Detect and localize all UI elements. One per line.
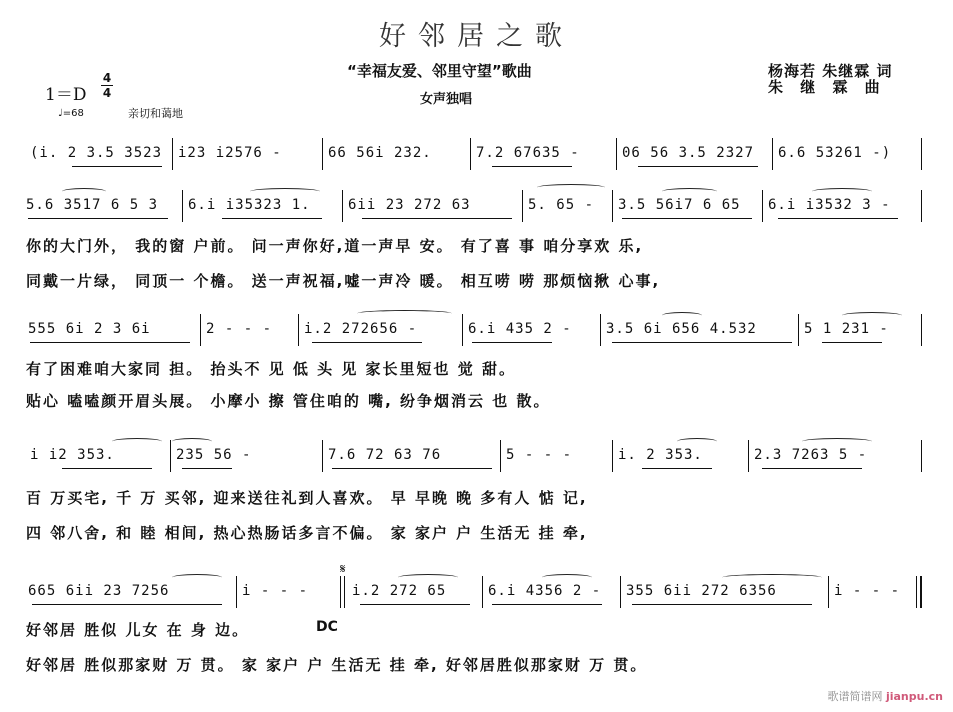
measure-1-1: (i. 2 3.5 3523: [30, 145, 163, 161]
measure-3-3: i.2 272656 -: [304, 321, 418, 337]
dc-mark: DC: [316, 619, 338, 635]
time-signature-bottom: 4: [102, 86, 112, 100]
measure-2-6: 6.i i3532 3 -: [768, 197, 891, 213]
segno-sign: 𝄋: [340, 562, 346, 577]
lyricist-credit: 杨海若 朱继霖 词: [768, 62, 893, 80]
measure-4-6: 2.3 7263 5 -: [754, 447, 868, 463]
watermark-site: jianpu.cn: [885, 690, 943, 703]
measure-4-3: 7.6 72 63 76: [328, 447, 442, 463]
composer-credit: 朱 继 霖 曲: [768, 78, 886, 96]
staff-line-4: [22, 438, 924, 474]
measure-1-3: 66 56i 232.: [328, 145, 432, 161]
expression-mark: 亲切和蔼地: [128, 107, 183, 120]
measure-3-2: 2 - - -: [206, 321, 273, 337]
time-signature-top: 4: [102, 71, 112, 85]
measure-5-4: 6.i 4356 2 -: [488, 583, 602, 599]
measure-4-2: 235 56 -: [176, 447, 252, 463]
watermark-prefix: 歌谱简谱网: [827, 690, 883, 703]
time-signature: [100, 71, 114, 100]
staff-line-2: [22, 188, 924, 224]
performance-type: 女声独唱: [420, 92, 473, 107]
measure-4-5: i. 2 353.: [618, 447, 703, 463]
key-signature: 1＝D: [45, 85, 87, 105]
measure-3-5: 3.5 6i 656 4.532: [606, 321, 757, 337]
lyrics-4b: 四 邻八舍, 和 睦 相间, 热心热肠话多言不偏。 家 家户 户 生活无 挂 牵,: [26, 524, 588, 542]
lyrics-2b: 同戴一片绿， 同顶一 个檐。 送一声祝福,嘘一声冷 暖。 相互唠 唠 那烦恼揪 心事,: [26, 272, 661, 290]
measure-1-6: 6.6 53261 -): [778, 145, 892, 161]
song-subtitle: “幸福友爱、邻里守望”歌曲: [347, 62, 532, 80]
measure-2-4: 5. 65 -: [528, 197, 595, 213]
measure-2-3: 6ii 23 272 63: [348, 197, 471, 213]
lyrics-5a: 好邻居 胜似 儿女 在 身 边。: [26, 621, 250, 639]
measure-4-4: 5 - - -: [506, 447, 573, 463]
measure-2-2: 6.i i35323 1.: [188, 197, 311, 213]
lyrics-2a: 你的大门外， 我的窗 户前。 问一声你好,道一声早 安。 有了喜 事 咱分享欢 乐,: [26, 237, 644, 255]
measure-2-1: 5.6 3517 6 5 3: [26, 197, 159, 213]
lyrics-3b: 贴心 嗑嗑颜开眉头展。 小摩小 擦 管住咱的 嘴, 纷争烟消云 也 散。: [26, 392, 551, 410]
measure-3-4: 6.i 435 2 -: [468, 321, 572, 337]
measure-2-5: 3.5 56i7 6 65: [618, 197, 741, 213]
staff-line-1: [22, 136, 924, 172]
measure-5-2: i - - -: [242, 583, 309, 599]
staff-line-3: [22, 312, 924, 348]
staff-line-5: [22, 562, 924, 610]
measure-5-3: i.2 272 65: [352, 583, 447, 599]
measure-1-5: 06 56 3.5 2327: [622, 145, 755, 161]
measure-5-1: 665 6ii 23 7256: [28, 583, 170, 599]
site-watermark: [827, 688, 943, 704]
measure-3-6: 5 1 231 -: [804, 321, 889, 337]
measure-5-6: i - - -: [834, 583, 901, 599]
lyrics-4a: 百 万买宅, 千 万 买邻, 迎来送往礼到人喜欢。 早 早晚 晚 多有人 惦 记,: [26, 489, 588, 507]
measure-1-2: i23 i2576 -: [178, 145, 282, 161]
lyrics-3a: 有了困难咱大家同 担。 抬头不 见 低 头 见 家长里短也 觉 甜。: [26, 360, 517, 378]
song-title: 好邻居之歌: [379, 21, 574, 52]
measure-1-4: 7.2 67635 -: [476, 145, 580, 161]
measure-5-5: 355 6ii 272 6356: [626, 583, 777, 599]
tempo-mark: ♩=68: [58, 108, 84, 119]
measure-4-1: i i2 353.: [30, 447, 115, 463]
lyrics-5b: 好邻居 胜似那家财 万 贯。 家 家户 户 生活无 挂 牵, 好邻居胜似那家财 万 贯。: [26, 656, 648, 674]
measure-3-1: 555 6i 2 3 6i: [28, 321, 151, 337]
